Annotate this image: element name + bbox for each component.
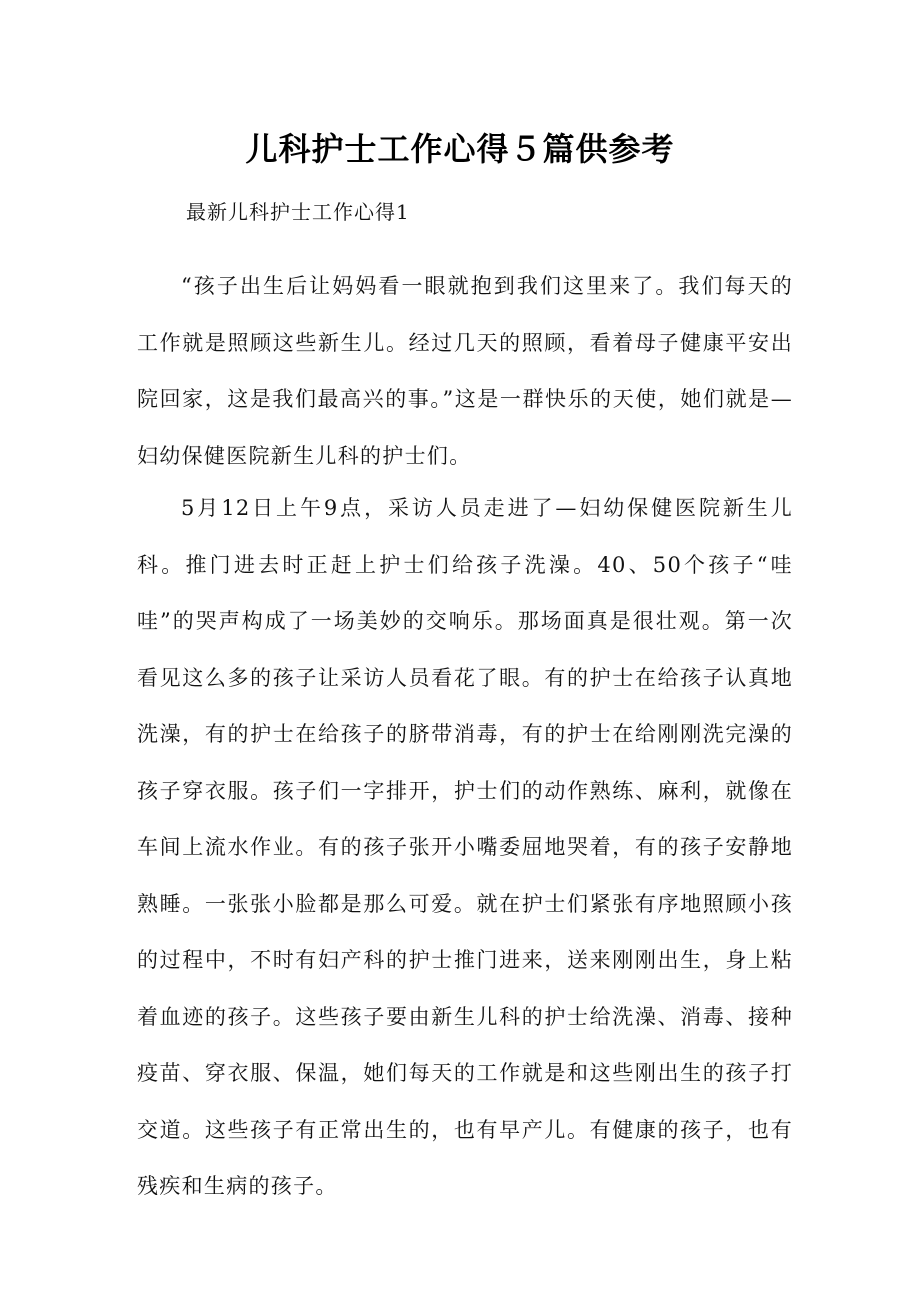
paragraph-1: “孩子出生后让妈妈看一眼就抱到我们这里来了。我们每天的工作就是照顾这些新生儿。经过几天的照顾，看着母子健康平安出院回家，这是我们最高兴的事。”这是一群快乐的天使，她们就是—妇幼保健医院新生儿科的护士们。 [137, 274, 793, 468]
section-subtitle: 最新儿科护士工作心得1 [186, 200, 410, 224]
paragraph-2: 5月12日上午9点，采访人员走进了—妇幼保健医院新生儿科。推门进去时正赶上护士们给孩子洗澡。40、50个孩子“哇哇”的哭声构成了一场美妙的交响乐。那场面真是很壮观。第一次看见这么多的孩子让采访人员看花了眼。有的护士在给孩子认真地洗澡，有的护士在给孩子的脐带消毒，有的护士在给刚刚洗完澡的孩子穿衣服。孩子们一字排开，护士们的动作熟练、麻利，就像在车间上流水作业。有的孩子张开小嘴委屈地哭着，有的孩子安静地熟睡。一张张小脸都是那么可爱。就在护士们紧张有序地照顾小孩的过程中，不时有妇产科的护士推门进来，送来刚刚出生，身上粘着血迹的孩子。这些孩子要由新生儿科的护士给洗澡、消毒、接种疫苗、穿衣服、保温，她们每天的工作就是和这些刚出生的孩子打交道。这些孩子有正常出生的，也有早产儿。有健康的孩子，也有残疾和生病的孩子。 [137, 496, 793, 1198]
page-title: 儿科护士工作心得５篇供参考 [245, 130, 675, 168]
